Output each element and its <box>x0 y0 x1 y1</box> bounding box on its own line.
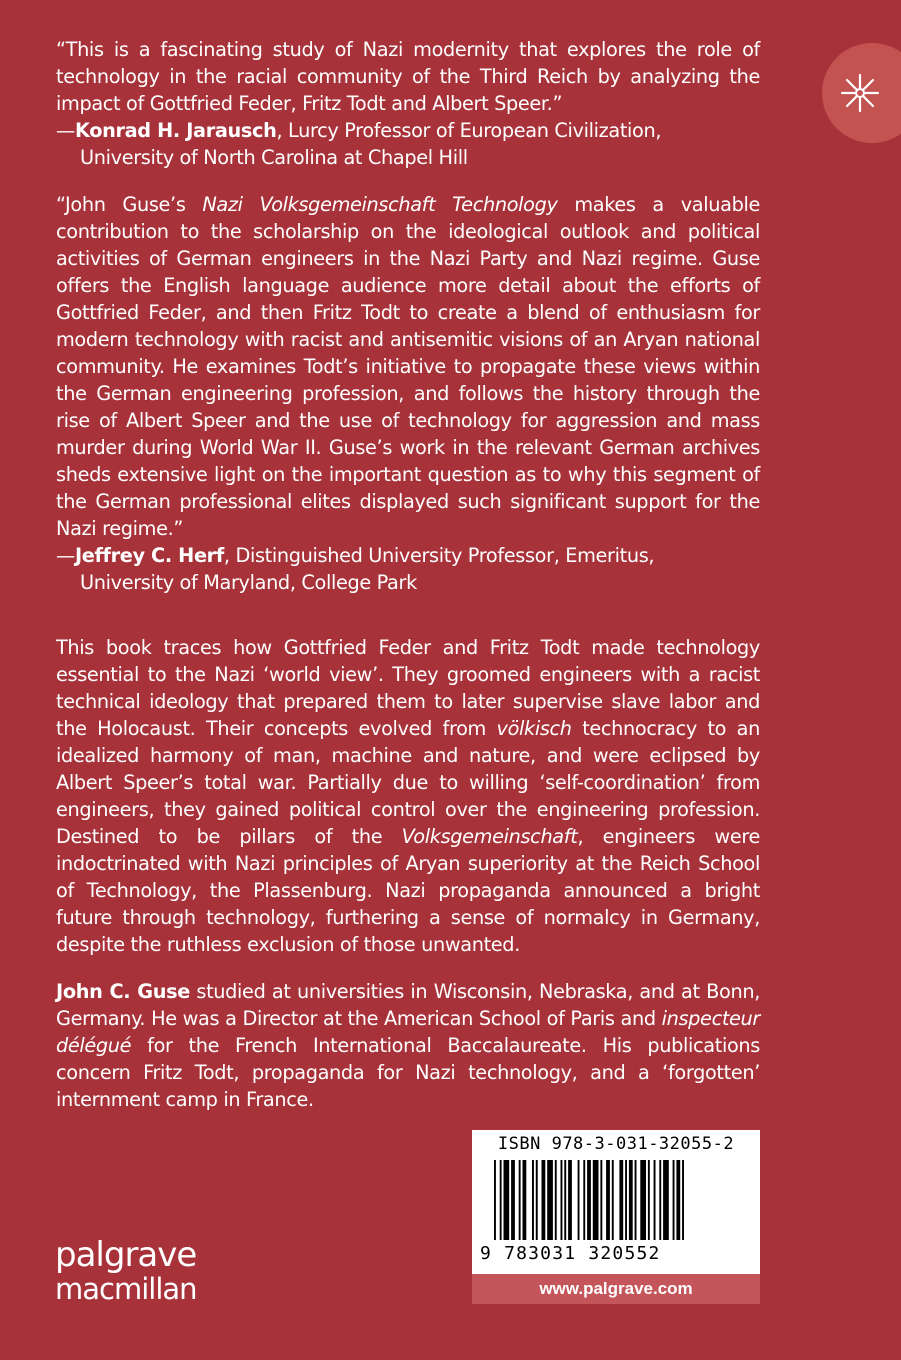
barcode-bar <box>593 1160 599 1240</box>
barcode-bar <box>523 1160 527 1240</box>
barcode-bar <box>578 1160 580 1240</box>
barcode-bar <box>659 1160 661 1240</box>
publisher-website: www.palgrave.com <box>472 1274 760 1304</box>
barcode-bar <box>673 1160 675 1240</box>
barcode-bar <box>500 1160 502 1240</box>
palgrave-star-icon <box>838 71 882 115</box>
quote-1-affiliation: University of North Carolina at Chapel Hill <box>80 146 468 169</box>
barcode <box>494 1160 740 1240</box>
quote-2-attribution: —Jeffrey C. Herf, Distinguished University Professor, Emeritus, <box>56 544 655 567</box>
quote-1-attribution: —Konrad H. Jarausch, Lurcy Professor of European Civilization, <box>56 119 662 142</box>
book-summary: This book traces how Gottfried Feder and Fritz Todt made technology essential to the Nazi ‘world view’. They groomed engineers with a racist technical ideology that prepared them to later supervise slave labor and the Holocaust. Their concepts evolved from völkisch technocracy to an idealized harmony of man, machine and nature, and were eclipsed by Albert Speer’s total war. Partially due to willing ‘self-coordination’ from engineers, they gained political control over the engineering profession. Destined to be pillars of the Volksgemeinschaft, engineers were indoctrinated with Nazi principles of Aryan superiority at the Reich School of Technology, the Plassenburg. Nazi propaganda announced a bright future through technology, furthering a sense of normalcy in Germany, despite the ruthless exclusion of those unwanted. <box>56 636 760 956</box>
publisher-badge <box>822 43 901 143</box>
barcode-bar <box>587 1160 591 1240</box>
barcode-bar <box>536 1160 538 1240</box>
quote-2-affiliation: University of Maryland, College Park <box>80 571 417 594</box>
praise-quote-1: “This is a fascinating study of Nazi modernity that explores the role of technology in the racial community of the Third Reich by analyzing the impact of Gottfried Feder, Fritz Todt and Albert Speer.” <box>56 38 760 115</box>
barcode-bar <box>564 1160 566 1240</box>
barcode-bar <box>640 1160 646 1240</box>
barcode-bar <box>504 1160 510 1240</box>
barcode-bar <box>511 1160 515 1240</box>
barcode-bar <box>600 1160 602 1240</box>
barcode-bar <box>542 1160 546 1240</box>
barcode-bar <box>648 1160 650 1240</box>
barcode-bar <box>606 1160 610 1240</box>
barcode-bar <box>612 1160 614 1240</box>
barcode-bar <box>561 1160 563 1240</box>
logo-macmillan: macmillan <box>55 1272 197 1306</box>
barcode-bar <box>583 1160 585 1240</box>
barcode-bar <box>619 1160 623 1240</box>
isbn-label: ISBN 978-3-031-32055-2 <box>497 1134 735 1154</box>
quoted-book-title: Nazi Volksgemeinschaft Technology <box>202 193 558 216</box>
author-name: John C. Guse <box>56 980 190 1003</box>
barcode-bar <box>532 1160 534 1240</box>
barcode-digits: 9 783031 320552 <box>480 1243 661 1264</box>
back-cover-text <box>56 36 760 1113</box>
barcode-bar <box>547 1160 553 1240</box>
barcode-bar <box>625 1160 627 1240</box>
publisher-logo <box>55 1236 197 1304</box>
quote-2-author: Jeffrey C. Herf <box>74 544 224 567</box>
barcode-bar <box>629 1160 633 1240</box>
barcode-bar <box>555 1160 557 1240</box>
barcode-bar <box>635 1160 637 1240</box>
barcode-bar <box>663 1160 669 1240</box>
isbn-barcode-box <box>472 1130 760 1304</box>
barcode-bar <box>519 1160 521 1240</box>
praise-quote-2: “John Guse’s Nazi Volksgemeinschaft Technology makes a valuable contribution to the scholarship on the ideological outlook and political activities of German engineers in the Nazi Party and Nazi regime. Guse offers the English language audience more detail about the efforts of Gottfried Feder, and then Fritz Todt to create a blend of enthusiasm for modern technology with racist and antisemitic visions of an Aryan national community. He examines Todt’s initiative to propagate these views within the German engineering profession, and follows the history through the rise of Albert Speer and the use of technology for aggression and mass murder during World War II. Guse’s work in the relevant German archives sheds extensive light on the important question as to why this segment of the German professional elites displayed such significant support for the Nazi regime.” <box>56 193 760 540</box>
author-bio: John C. Guse studied at universities in Wisconsin, Nebraska, and at Bonn, Germany. He was a Director at the American School of Paris and inspecteur délégué for the French International Baccalaureate. His publications concern Fritz Todt, propaganda for Nazi technology, and a ‘forgotten’ internment camp in France. <box>56 980 760 1111</box>
barcode-bar <box>568 1160 572 1240</box>
quote-1-author: Konrad H. Jarausch <box>74 119 277 142</box>
logo-palgrave: palgrave <box>55 1235 197 1275</box>
barcode-bar <box>682 1160 684 1240</box>
barcode-bar <box>494 1160 496 1240</box>
barcode-bar <box>654 1160 656 1240</box>
barcode-bar <box>676 1160 680 1240</box>
